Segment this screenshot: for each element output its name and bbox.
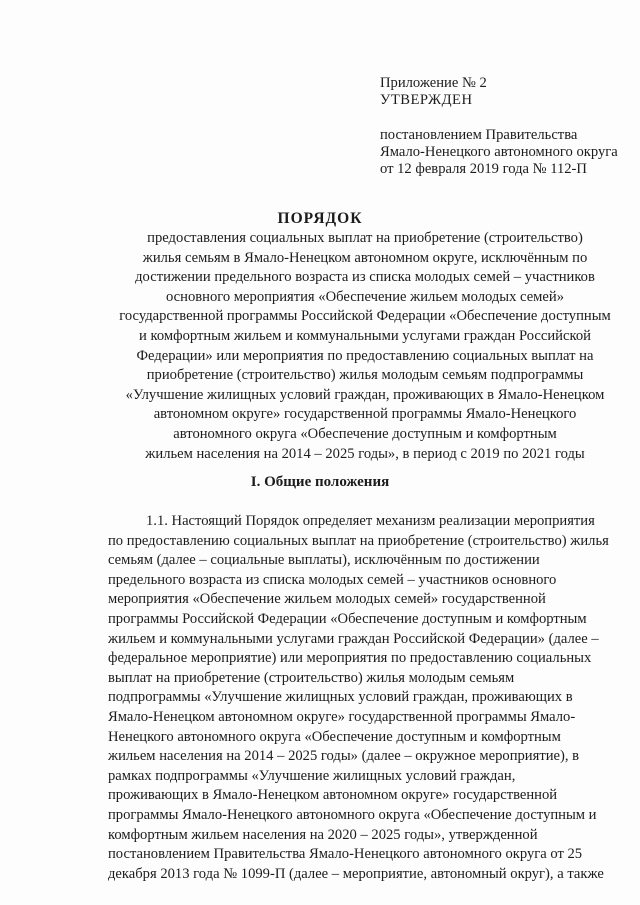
body-line: комфортным жильем населения на 2020 – 2025 годы», утвержденной — [108, 826, 538, 843]
subtitle-line: Федерации» или мероприятия по предоставлению социальных выплат на — [136, 347, 594, 364]
decree-line: Ямало-Ненецкого автономного округа — [380, 144, 618, 160]
header-spacer — [380, 109, 618, 127]
body-line: жильем и коммунальными услугами граждан Российской Федерации» (далее – — [108, 630, 599, 647]
body-line: предельного возраста из списка молодых семей – участников основного — [108, 571, 557, 588]
subtitle-line: и комфортным жильем и коммунальными услугами граждан Российской — [139, 327, 591, 344]
body-line: декабря 2013 года № 1099-П (далее – мероприятие, автономный округ), а также — [108, 865, 604, 882]
section-heading: I. Общие положения — [250, 474, 390, 490]
body-line: 1.1. Настоящий Порядок определяет механизм реализации мероприятия — [146, 513, 595, 529]
approved-label: УТВЕРЖДЕН — [380, 92, 473, 108]
subtitle-line: приобретение (строительство) жилья молодым семьям подпрограммы — [146, 367, 584, 384]
subtitle-line: жилья семьям в Ямало-Ненецком автономном округе, исключённым по — [142, 249, 588, 266]
body-line: мероприятия «Обеспечение жильем молодых семей» государственной — [108, 591, 546, 608]
subtitle-line: основного мероприятия «Обеспечение жильем молодых семей» — [166, 288, 564, 305]
body-line: рамках подпрограммы «Улучшение жилищных условий граждан, — [108, 767, 516, 784]
approval-header — [380, 75, 618, 178]
subtitle-line: автономного округа «Обеспечение доступным и комфортным — [173, 425, 557, 442]
body-line: жильем населения на 2014 – 2025 годы» (далее – окружное мероприятие), в — [108, 748, 580, 765]
body-line: программы Ямало-Ненецкого автономного округа «Обеспечение доступным и — [108, 806, 597, 823]
subtitle-line: «Улучшение жилищных условий граждан, проживающих в Ямало-Ненецком — [125, 386, 605, 403]
body-line: постановлением Правительства Ямало-Ненецкого автономного округа от 25 — [108, 846, 583, 863]
decree-line: постановлением Правительства — [380, 127, 578, 143]
subtitle-line: государственной программы Российской Федерации «Обеспечение доступным — [119, 308, 611, 325]
body-line: семьям (далее – социальные выплаты), исключённым по достижении — [108, 552, 540, 569]
body-line: Ненецкого автономного округа «Обеспечение доступным и комфортным — [108, 728, 561, 745]
body-line: подпрограммы «Улучшение жилищных условий граждан, проживающих в — [108, 689, 573, 706]
document-title: ПОРЯДОК — [277, 210, 363, 227]
body-line: программы Российской Федерации «Обеспечение доступным и комфортным — [108, 610, 587, 627]
body-line: выплат на приобретение (строительство) жилья молодым семьям — [108, 669, 515, 686]
appendix-label: Приложение № 2 — [380, 75, 487, 91]
body-line: проживающих в Ямало-Ненецком автономном округе» государственной — [108, 787, 558, 804]
body-line: Ямало-Ненецком автономном округе» государственной программы Ямало- — [108, 708, 576, 725]
subtitle-line: достижении предельного возраста из списка молодых семей – участников — [135, 269, 595, 286]
body-line: федеральное мероприятие) или мероприятия по предоставлению социальных — [108, 650, 592, 667]
subtitle-line: жильем населения на 2014 – 2025 годы», в период с 2019 по 2021 годы — [145, 445, 585, 462]
body-line: по предоставлению социальных выплат на приобретение (строительство) жилья — [108, 532, 609, 549]
body-paragraph — [108, 512, 623, 884]
document-subtitle — [95, 229, 635, 464]
subtitle-line: предоставления социальных выплат на приобретение (строительство) — [147, 230, 583, 246]
subtitle-line: автономном округе» государственной программы Ямало-Ненецкого — [153, 406, 577, 423]
decree-date-line: от 12 февраля 2019 года № 112-П — [380, 161, 587, 177]
